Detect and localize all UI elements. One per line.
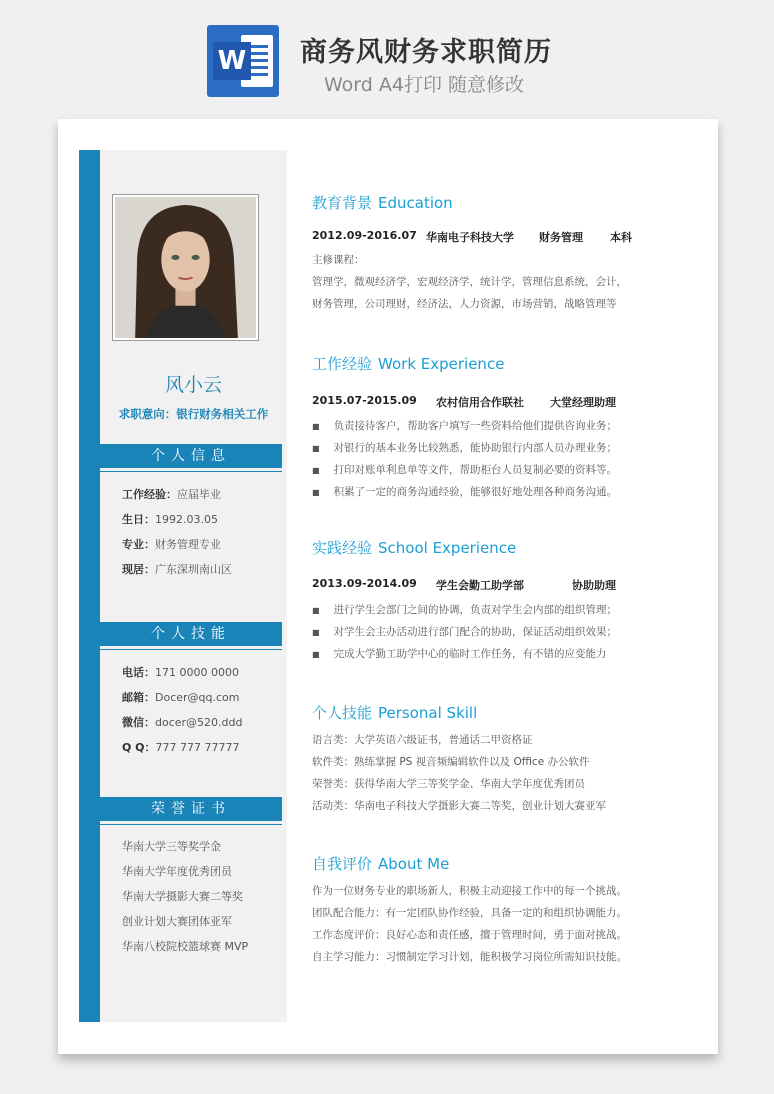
skill-line: 荣誉类：获得华南大学三等奖学金、华南大学年度优秀团员 — [312, 778, 585, 790]
work-title: 工作经验 Work Experience — [312, 355, 505, 373]
info-row: 专业：财务管理专业 — [122, 538, 221, 551]
page-subtitle: Word A4打印 随意修改 — [324, 74, 525, 96]
personal-info-header: 个人信息 — [100, 444, 282, 468]
honor-item: 华南大学年度优秀团员 — [122, 865, 232, 878]
self-eval-line: 自主学习能力：习惯制定学习计划，能积极学习岗位所需知识技能。 — [312, 951, 627, 963]
self-eval-line: 团队配合能力：有一定团队协作经验，具备一定的和组织协调能力。 — [312, 907, 627, 919]
education-title: 教育背景 Education — [312, 194, 453, 212]
contact-list — [122, 665, 243, 765]
skills-title: 个人技能 Personal Skill — [312, 704, 478, 722]
honor-item: 华南八校院校篮球赛 MVP — [122, 940, 249, 953]
sidebar-accent-stripe — [79, 150, 100, 1022]
practice-bullet: ■ 完成大学勤工助学中心的临时工作任务，有不错的应变能力 — [312, 646, 607, 661]
practice-bullet: ■ 对学生会主办活动进行部门配合的协助，保证活动组织效果； — [312, 624, 617, 639]
job-intent: 求职意向：银行财务相关工作 — [118, 407, 269, 421]
contact-row: 微信：docer@520.ddd — [122, 716, 243, 729]
self-eval-line: 作为一位财务专业的职场新人，积极主动迎接工作中的每一个挑战。 — [312, 885, 627, 897]
candidate-name: 风小云 — [164, 374, 222, 396]
skill-line: 语言类：大学英语六级证书，普通话二甲资格证 — [312, 734, 533, 746]
honors-list — [122, 839, 248, 964]
info-row: 生日：1992.03.05 — [122, 513, 218, 526]
courses-label: 主修课程： — [312, 254, 365, 266]
contact-row: 邮箱：Docer@qq.com — [122, 691, 240, 704]
contact-row: 电话：171 0000 0000 — [122, 666, 239, 679]
practice-title: 实践经验 School Experience — [312, 539, 517, 557]
work-bullet: ■ 负责接待客户，帮助客户填写一些资料给他们提供咨询业务； — [312, 418, 617, 433]
skill-line: 活动类：华南电子科技大学摄影大赛二等奖，创业计划大赛亚军 — [312, 800, 606, 812]
profile-photo — [112, 194, 259, 341]
self-eval-title: 自我评价 About Me — [312, 855, 450, 873]
self-eval-line: 工作态度评价：良好心态和责任感，擅于管理时间，勇于面对挑战。 — [312, 929, 627, 941]
personal-info-list — [122, 487, 232, 587]
contact-header: 个人技能 — [100, 622, 282, 646]
info-row: 现居：广东深圳南山区 — [122, 563, 232, 576]
word-logo-icon — [207, 25, 279, 97]
work-bullet: ■ 对银行的基本业务比较熟悉，能协助银行内部人员办理业务； — [312, 440, 617, 455]
info-row: 工作经验：应届毕业 — [122, 488, 221, 501]
page-title: 商务风财务求职简历 — [300, 37, 552, 68]
honor-item: 创业计划大赛团体亚军 — [122, 915, 232, 928]
practice-bullet: ■ 进行学生会部门之间的协调，负责对学生会内部的组织管理； — [312, 602, 617, 617]
honor-item: 华南大学摄影大赛二等奖 — [122, 890, 243, 903]
work-bullet: ■ 积累了一定的商务沟通经验，能够很好地处理各种商务沟通。 — [312, 484, 617, 499]
skill-line: 软件类：熟练掌握 PS 视音频编辑软件以及 Office 办公软件 — [312, 756, 590, 768]
courses-line: 管理学，微观经济学，宏观经济学，统计学，管理信息系统，会计， — [312, 276, 627, 288]
work-bullet: ■ 打印对账单利息单等文件，帮助柜台人员复制必要的资料等。 — [312, 462, 617, 477]
honors-header: 荣誉证书 — [100, 797, 282, 821]
honor-item: 华南大学三等奖学金 — [122, 840, 221, 853]
word-letter: W — [213, 42, 251, 80]
courses-line: 财务管理，公司理财，经济法，人力资源，市场营销，战略管理等 — [312, 298, 617, 310]
contact-row: Q Q：777 777 77777 — [122, 741, 240, 754]
